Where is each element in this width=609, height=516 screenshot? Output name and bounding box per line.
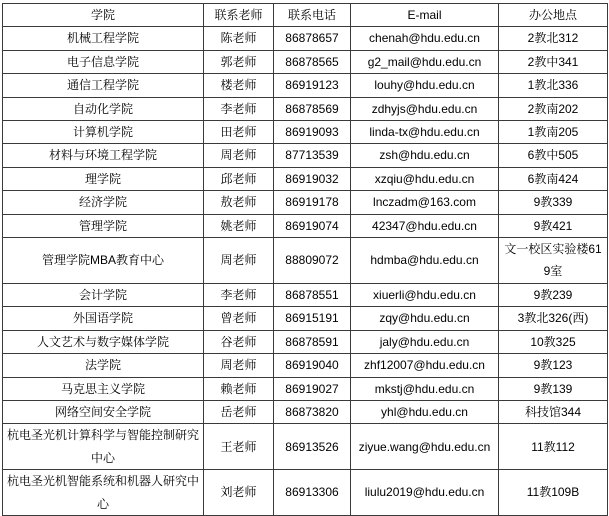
table-row: [3, 74, 608, 97]
cell-contact-teacher: 赖老师: [204, 377, 274, 400]
cell-contact-phone: 86878657: [274, 27, 351, 50]
cell-email: lnczadm@163.com: [351, 191, 499, 214]
cell-office-location: 2教北312: [499, 27, 608, 50]
cell-college-name: 马克思主义学院: [3, 377, 204, 400]
cell-email: zqy@hdu.edu.cn: [351, 307, 499, 330]
cell-college-name: 理学院: [3, 167, 204, 190]
cell-college-name: 杭电圣光机智能系统和机器人研究中心: [3, 470, 204, 516]
cell-contact-teacher: 李老师: [204, 97, 274, 120]
cell-office-location: 9教339: [499, 191, 608, 214]
cell-office-location: 9教139: [499, 377, 608, 400]
column-header-teacher: 联系老师: [204, 4, 274, 27]
table-row: [3, 97, 608, 120]
table-row: [3, 377, 608, 400]
cell-email: ziyue.wang@hdu.edu.cn: [351, 424, 499, 470]
cell-office-location: 2教南202: [499, 97, 608, 120]
cell-contact-phone: 86919040: [274, 354, 351, 377]
cell-email: liulu2019@hdu.edu.cn: [351, 470, 499, 516]
cell-office-location: 1教北336: [499, 74, 608, 97]
cell-office-location: 6教中505: [499, 144, 608, 167]
cell-contact-phone: 86878591: [274, 330, 351, 353]
column-header-phone: 联系电话: [274, 4, 351, 27]
cell-office-location: 文一校区实验楼619室: [499, 238, 608, 284]
cell-contact-phone: 86919093: [274, 121, 351, 144]
cell-contact-teacher: 陈老师: [204, 27, 274, 50]
cell-contact-phone: 86919178: [274, 191, 351, 214]
cell-email: linda-tx@hdu.edu.cn: [351, 121, 499, 144]
cell-email: hdmba@hdu.edu.cn: [351, 238, 499, 284]
cell-contact-teacher: 周老师: [204, 238, 274, 284]
column-header-email: E-mail: [351, 4, 499, 27]
table-row: [3, 144, 608, 167]
table-row: [3, 470, 608, 516]
cell-email: louhy@hdu.edu.cn: [351, 74, 499, 97]
cell-email: zsh@hdu.edu.cn: [351, 144, 499, 167]
column-header-college: 学院: [3, 4, 204, 27]
table-row: [3, 27, 608, 50]
cell-college-name: 经济学院: [3, 191, 204, 214]
cell-college-name: 人文艺术与数字媒体学院: [3, 330, 204, 353]
cell-email: chenah@hdu.edu.cn: [351, 27, 499, 50]
cell-email: 42347@hdu.edu.cn: [351, 214, 499, 237]
cell-contact-phone: 86878565: [274, 50, 351, 73]
cell-email: jaly@hdu.edu.cn: [351, 330, 499, 353]
cell-contact-teacher: 王老师: [204, 424, 274, 470]
cell-contact-teacher: 曾老师: [204, 307, 274, 330]
cell-contact-teacher: 田老师: [204, 121, 274, 144]
table-row: [3, 121, 608, 144]
cell-college-name: 计算机学院: [3, 121, 204, 144]
cell-college-name: 网络空间安全学院: [3, 400, 204, 423]
table-row: [3, 50, 608, 73]
cell-contact-teacher: 邱老师: [204, 167, 274, 190]
cell-office-location: 1教南205: [499, 121, 608, 144]
cell-contact-teacher: 敖老师: [204, 191, 274, 214]
cell-office-location: 9教123: [499, 354, 608, 377]
cell-college-name: 会计学院: [3, 283, 204, 306]
cell-office-location: 11教109B: [499, 470, 608, 516]
table-row: [3, 400, 608, 423]
cell-contact-phone: 86913526: [274, 424, 351, 470]
cell-college-name: 杭电圣光机计算科学与智能控制研究中心: [3, 424, 204, 470]
cell-email: g2_mail@hdu.edu.cn: [351, 50, 499, 73]
cell-college-name: 管理学院MBA教育中心: [3, 238, 204, 284]
cell-contact-phone: 86919032: [274, 167, 351, 190]
cell-contact-phone: 86919027: [274, 377, 351, 400]
cell-contact-teacher: 周老师: [204, 354, 274, 377]
table-row: [3, 354, 608, 377]
cell-email: yhl@hdu.edu.cn: [351, 400, 499, 423]
cell-college-name: 通信工程学院: [3, 74, 204, 97]
table-row: [3, 330, 608, 353]
cell-contact-phone: 86913306: [274, 470, 351, 516]
column-header-office: 办公地点: [499, 4, 608, 27]
cell-office-location: 3教北326(西): [499, 307, 608, 330]
cell-contact-phone: 86873820: [274, 400, 351, 423]
college-contact-table: [2, 3, 608, 516]
table-header-row: [3, 4, 608, 27]
cell-contact-teacher: 岳老师: [204, 400, 274, 423]
table-body: [3, 27, 608, 516]
cell-contact-phone: 86878551: [274, 283, 351, 306]
cell-contact-phone: 88809072: [274, 238, 351, 284]
cell-college-name: 外国语学院: [3, 307, 204, 330]
cell-email: mkstj@hdu.edu.cn: [351, 377, 499, 400]
cell-contact-teacher: 郭老师: [204, 50, 274, 73]
table-row: [3, 214, 608, 237]
cell-email: xiuerli@hdu.edu.cn: [351, 283, 499, 306]
cell-college-name: 材料与环境工程学院: [3, 144, 204, 167]
cell-office-location: 9教239: [499, 283, 608, 306]
cell-contact-phone: 86878569: [274, 97, 351, 120]
cell-contact-phone: 86919123: [274, 74, 351, 97]
cell-email: xzqiu@hdu.edu.cn: [351, 167, 499, 190]
cell-email: zdhyjs@hdu.edu.cn: [351, 97, 499, 120]
table-row: [3, 307, 608, 330]
cell-contact-phone: 87713539: [274, 144, 351, 167]
cell-office-location: 2教中341: [499, 50, 608, 73]
table-row: [3, 283, 608, 306]
table-row: [3, 167, 608, 190]
table-row: [3, 238, 608, 284]
cell-contact-phone: 86915191: [274, 307, 351, 330]
cell-office-location: 科技馆344: [499, 400, 608, 423]
cell-office-location: 9教421: [499, 214, 608, 237]
cell-office-location: 6教南424: [499, 167, 608, 190]
cell-college-name: 电子信息学院: [3, 50, 204, 73]
cell-college-name: 管理学院: [3, 214, 204, 237]
cell-contact-teacher: 周老师: [204, 144, 274, 167]
cell-office-location: 10教325: [499, 330, 608, 353]
cell-email: zhf12007@hdu.edu.cn: [351, 354, 499, 377]
cell-office-location: 11教112: [499, 424, 608, 470]
cell-contact-teacher: 楼老师: [204, 74, 274, 97]
cell-contact-teacher: 李老师: [204, 283, 274, 306]
cell-contact-phone: 86919074: [274, 214, 351, 237]
cell-contact-teacher: 刘老师: [204, 470, 274, 516]
table-row: [3, 191, 608, 214]
cell-college-name: 机械工程学院: [3, 27, 204, 50]
cell-contact-teacher: 谷老师: [204, 330, 274, 353]
cell-college-name: 法学院: [3, 354, 204, 377]
cell-contact-teacher: 姚老师: [204, 214, 274, 237]
cell-college-name: 自动化学院: [3, 97, 204, 120]
table-row: [3, 424, 608, 470]
